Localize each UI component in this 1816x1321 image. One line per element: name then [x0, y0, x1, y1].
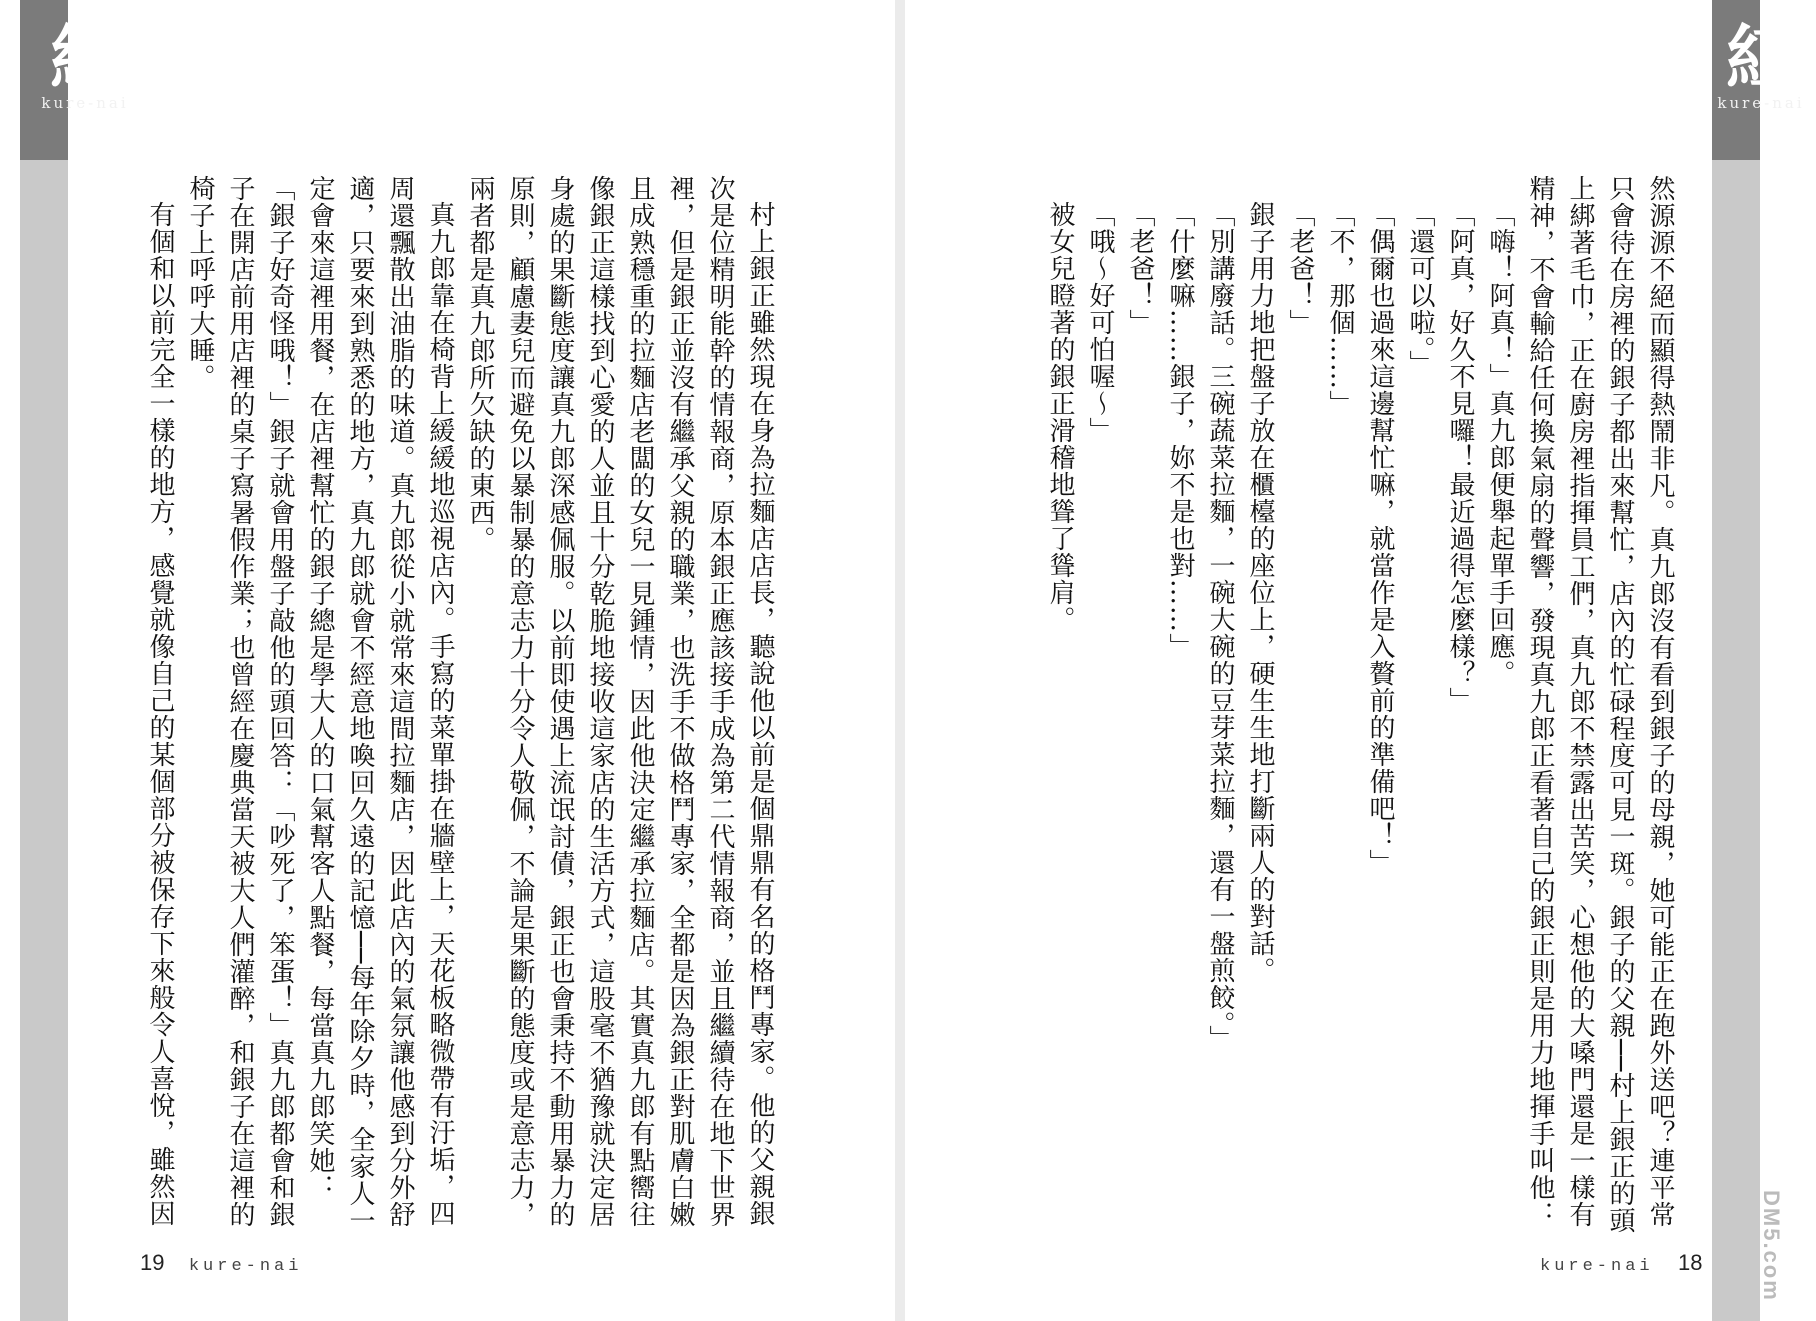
dialogue-line: 「阿真，好久不見囉！最近過得怎麼樣？」: [1445, 201, 1475, 714]
paragraph: 「嗨！阿真！」真九郎便舉起單手回應。: [1485, 201, 1515, 687]
dialogue-line: 「還可以啦。」: [1405, 201, 1435, 377]
logo-right: [1706, 18, 1816, 112]
dialogue-line: 「什麼嘛……銀子，妳不是也對……」: [1165, 201, 1195, 660]
logo-left: [30, 18, 140, 112]
right-page-footer: [1540, 1250, 1702, 1276]
running-title: kure-nai: [1540, 1257, 1654, 1276]
paragraph: 村上銀正雖然現在身為拉麵店店長，聽說他以前是個鼎鼎有名的格鬥專家。他的父親銀次是位精明能幹的情報商，原本銀正應該接手成為第二代情報商，並且繼續待在地下世界裡，但是銀正並沒有繼承父親的職業，也洗手不做格鬥專家，全都是因為銀正對肌膚白嫩且成熟穩重的拉麵店老闆的女兒一見鍾情，因此他決定繼承拉麵店。其實真九郎有點嚮往像銀正這樣找到心愛的人並且十分乾脆地接收這家店的生活方式，這股毫不猶豫就決定居身處的果斷態度讓真九郎深感佩服。以前即使遇上流氓討債，銀正也會秉持不動用暴力的原則，顧慮妻兒而避免以暴制暴的意志力十分令人敬佩，不論是果斷的態度或是意志力，兩者都是真九郎所欠缺的東西。: [465, 175, 775, 1228]
site-watermark: DM5.com: [1759, 1190, 1784, 1302]
paragraph: 然源源不絕而顯得熱鬧非凡。真九郎沒有看到銀子的母親，她可能正在跑外送吧？連平常只會待在房裡的銀子都出來幫忙，店內的忙碌程度可見一斑。銀子的父親──村上銀正的頭上綁著毛巾，正在廚房裡指揮員工們，真九郎不禁露出苦笑，心想他的大嗓門還是一樣有精神，不會輸給任何換氣扇的聲響，發現真九郎正看著自己的銀正則是用力地揮手叫他：: [1525, 175, 1675, 1235]
dialogue-line: 「哦～好可怕喔～」: [1085, 201, 1115, 444]
page-number: 19: [140, 1250, 165, 1275]
paragraph: 有個和以前完全一樣的地方，感覺就像自己的某個部分被保存下來般令人喜悅，雖然因: [145, 201, 175, 1227]
right-margin-bar: [1712, 0, 1760, 1321]
book-gutter: [895, 0, 905, 1321]
left-margin-bar: [20, 0, 68, 1321]
right-page-text: [1040, 175, 1680, 1235]
paragraph: 被女兒瞪著的銀正滑稽地聳了聳肩。: [1045, 201, 1075, 633]
running-title: kure-nai: [188, 1257, 303, 1276]
page-number: 18: [1677, 1250, 1703, 1275]
left-page-text: [145, 175, 780, 1235]
logo-romaji: kure-nai: [1717, 94, 1805, 112]
logo-kanji: 紅: [50, 16, 120, 99]
logo-romaji: kure-nai: [41, 94, 129, 112]
dialogue-line: 「別講廢話。三碗蔬菜拉麵，一碗大碗的豆芽菜拉麵，還有一盤煎餃。」: [1205, 201, 1235, 1052]
paragraph: 銀子用力地把盤子放在櫃檯的座位上，硬生生地打斷兩人的對話。: [1245, 201, 1275, 984]
dialogue-line: 「老爸！」: [1285, 201, 1315, 336]
dialogue-line: 「不，那個……」: [1325, 201, 1355, 417]
dialogue-line: 「老爸！」: [1125, 201, 1155, 336]
paragraph: 真九郎靠在椅背上緩緩地巡視店內。手寫的菜單掛在牆壁上，天花板略微帶有汙垢，四周還飄散出油脂的味道。真九郎從小就常來這間拉麵店，因此店內的氣氛讓他感到分外舒適，只要來到熟悉的地方，真九郎就會不經意地喚回久遠的記憶──每年除夕時，全家人一定會來這裡用餐，在店裡幫忙的銀子總是學大人的口氣幫客人點餐，每當真九郎笑她：「銀子好奇怪哦！」銀子就會用盤子敲他的頭回答：「吵死了，笨蛋！」真九郎都會和銀子在開店前用店裡的桌子寫暑假作業；也曾經在慶典當天被大人們灌醉，和銀子在這裡的椅子上呼呼大睡。: [185, 175, 455, 1235]
logo-kanji: 紅: [1726, 16, 1796, 99]
dialogue-line: 「偶爾也過來這邊幫忙嘛，就當作是入贅前的準備吧！」: [1365, 201, 1395, 876]
left-page-footer: [140, 1250, 302, 1276]
